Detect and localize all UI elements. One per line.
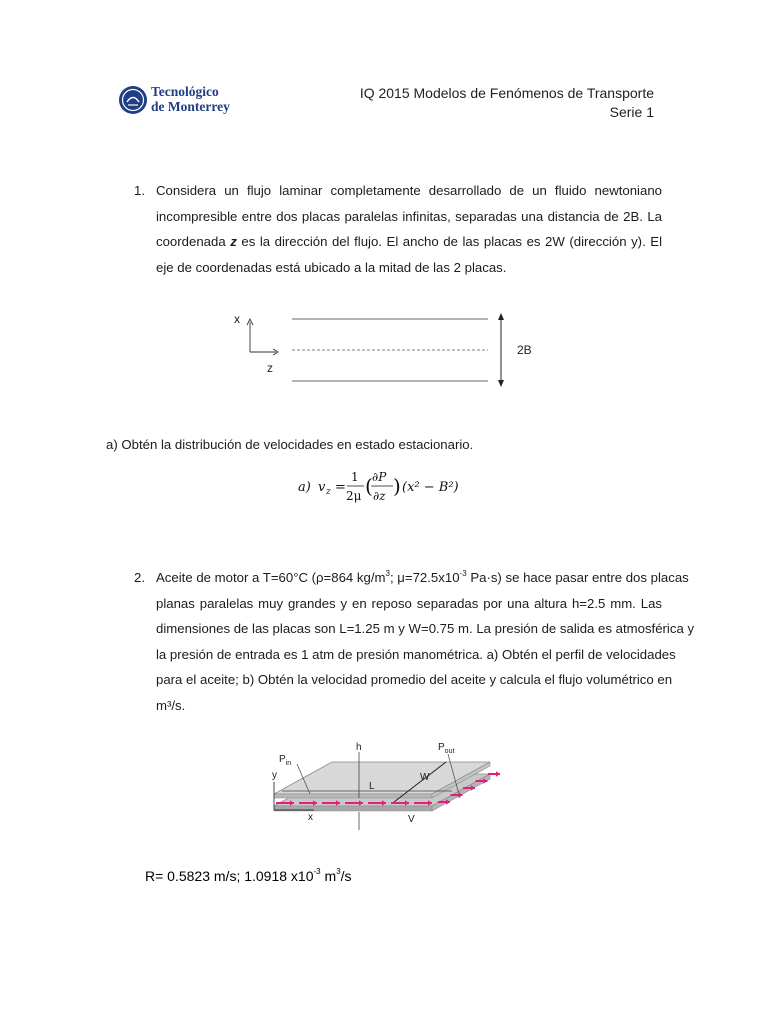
problem-2-line-3: dimensiones de las placas son L=1.25 m y W=0.75 m. La presión de salida es atmosférica y xyxy=(156,621,695,637)
equation-paren-close: ) xyxy=(393,474,401,498)
problem-1-line-3 xyxy=(156,229,662,255)
gap-label: 2B xyxy=(517,343,532,357)
problem-1-line-1: Considera un flujo laminar completamente desarrollado de un fluido newtoniano xyxy=(156,183,662,198)
answer-part-c: /s xyxy=(340,868,352,884)
equation-deriv-numerator: ∂P xyxy=(372,470,387,484)
equation-deriv-denominator: ∂z xyxy=(373,489,386,503)
gap-arrow-down xyxy=(498,380,504,387)
part-a-prompt: a) Obtén la distribución de velocidades en estado estacionario. xyxy=(106,437,474,452)
problem-1-line-2: incompresible entre dos placas paralelas infinitas, separadas una distancia de 2B. La xyxy=(156,208,662,224)
equation-equals: = xyxy=(335,480,346,495)
answer-part-a: R= 0.5823 m/s; 1.0918 x10 xyxy=(145,868,314,884)
x-axis-label: x xyxy=(308,812,313,823)
answer-unit-exponent: 3 xyxy=(336,867,341,877)
parallel-plates-diagram xyxy=(230,308,530,388)
problem-2-line-1-c: Pa·s) se hace pasar entre dos placas xyxy=(466,570,689,585)
answer-exponent: -3 xyxy=(313,867,321,877)
gap-arrow-up xyxy=(498,313,504,320)
p-out-label: $P_{out}$ xyxy=(438,742,455,755)
p-in-label: $P_{in}$ xyxy=(279,754,292,767)
problem-2-line-6: m³/s. xyxy=(156,697,186,713)
equation-frac-numerator: 1 xyxy=(351,470,359,484)
l-label: L xyxy=(369,781,375,792)
problem-2-line-2: planas paralelas muy grandes y en reposo separadas por una altura h=2.5 mm. Las xyxy=(156,595,662,611)
flow-coordinate-symbol: z xyxy=(230,234,237,250)
problem-2-line-5: para el aceite; b) Obtén la velocidad promedio del aceite y calcula el flujo volumétrico en xyxy=(156,672,673,688)
problem-2-line-4: la presión de entrada es 1 atm de presión manométrica. a) Obtén el perfil de velocidades xyxy=(156,646,676,662)
upper-plate-edge xyxy=(274,794,432,798)
problem-2-line-1-b: ; μ=72.5x10 xyxy=(389,570,460,585)
h-label: h xyxy=(356,742,362,753)
problem-2-line-1-a: Aceite de motor a T=60°C (ρ=864 kg/m xyxy=(156,570,386,585)
problem-1-number: 1. xyxy=(134,183,145,198)
y-axis-label: y xyxy=(272,770,277,781)
problem-2-line-1-sup: 3 xyxy=(385,568,390,578)
problem-1-line-3-pre: coordenada xyxy=(156,234,231,250)
series-label: Serie 1 xyxy=(609,104,654,120)
equation-frac-denominator: 2μ xyxy=(346,489,362,503)
answer-text xyxy=(145,868,352,884)
institution-logo xyxy=(118,82,238,118)
equation-prefix: a) xyxy=(298,480,311,495)
problem-1-text xyxy=(156,178,662,280)
document-header xyxy=(360,84,654,122)
problem-2-text xyxy=(156,565,695,719)
course-title: IQ 2015 Modelos de Fenómenos de Transporte xyxy=(359,85,654,101)
problem-2-number: 2. xyxy=(134,570,145,585)
flow-arrow-head xyxy=(496,771,500,777)
equation-lhs-subscript: z xyxy=(326,487,331,497)
logo-line-1: Tecnológico xyxy=(151,84,219,99)
problem-1-line-3-post: es la dirección del flujo. El ancho de las placas es 2W (dirección y). El xyxy=(236,234,663,250)
problem-1-line-4: eje de coordenadas está ubicado a la mitad de las 2 placas. xyxy=(156,259,507,275)
z-axis-label: z xyxy=(267,361,273,375)
seal-icon xyxy=(118,85,148,115)
answer-part-b: m xyxy=(320,868,337,884)
equation-rhs: (x² − B²) xyxy=(402,480,459,495)
equation-paren-open: ( xyxy=(365,474,373,498)
v-label: V xyxy=(408,814,415,825)
oil-flow-diagram xyxy=(262,738,498,834)
equation-lhs: v xyxy=(318,480,326,495)
velocity-equation xyxy=(298,465,478,509)
x-axis-label: x xyxy=(234,312,240,326)
problem-2-line-1-sup2: -3 xyxy=(459,568,467,578)
logo-line-2: de Monterrey xyxy=(151,99,230,114)
w-label: W xyxy=(420,772,430,783)
problem-2-line-1 xyxy=(156,565,689,591)
